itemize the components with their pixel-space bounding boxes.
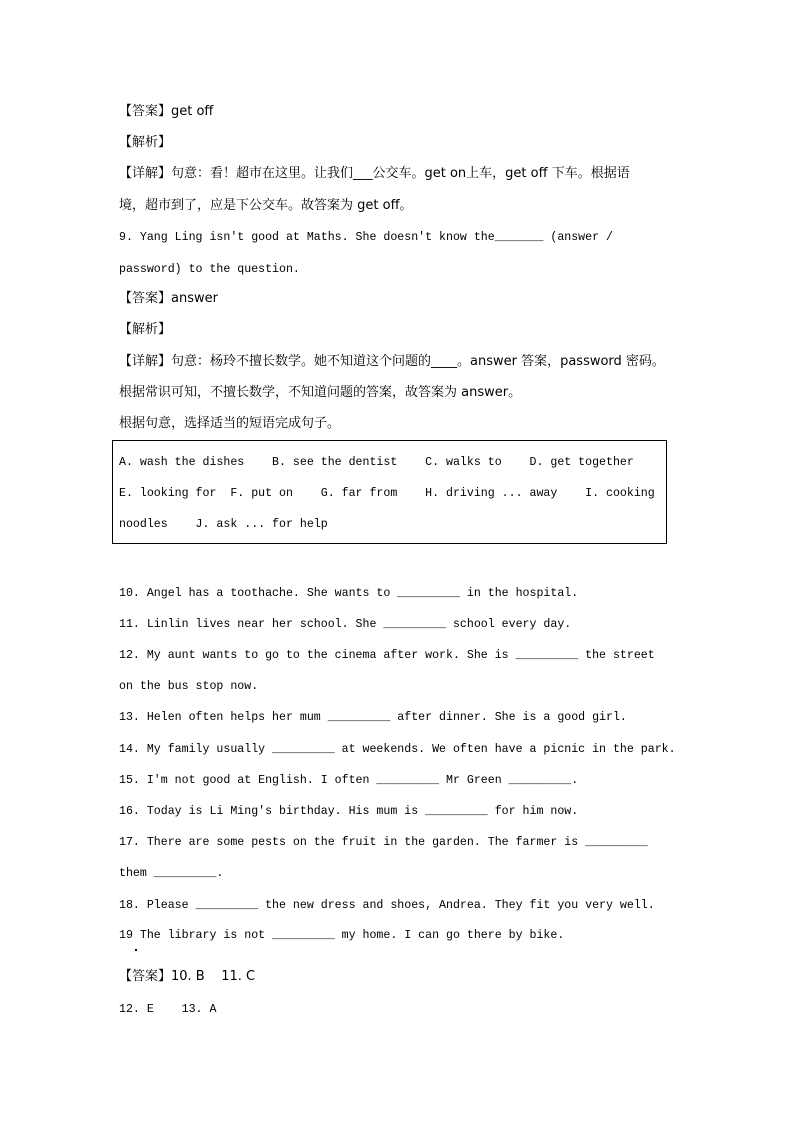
question-18: 18. Please _________ the new dress and shoes, Andrea. They fit you very well.	[119, 899, 655, 912]
detail-line: 根据常识可知，不擅长数学，不知道问题的答案，故答案为 answer。	[119, 385, 522, 400]
detail-line: 境，超市到了，应是下公交车。故答案为 get off。	[119, 198, 413, 213]
question-9-cont: password) to the question.	[119, 263, 300, 276]
question-17-cont: them _________.	[119, 867, 224, 880]
question-17: 17. There are some pests on the fruit in the garden. The farmer is _________	[119, 836, 648, 849]
options-line: noodles J. ask ... for help	[119, 518, 328, 531]
options-line: A. wash the dishes B. see the dentist C. walks to D. get together	[119, 456, 634, 469]
stray-dot	[135, 949, 137, 951]
answer-line: 【答案】10. B 11. C	[119, 969, 256, 984]
analysis-heading: 【解析】	[119, 322, 172, 337]
question-10: 10. Angel has a toothache. She wants to _________ in the hospital.	[119, 587, 579, 600]
question-12: 12. My aunt wants to go to the cinema after work. She is _________ the street	[119, 649, 655, 662]
question-11: 11. Linlin lives near her school. She _________ school every day.	[119, 618, 572, 631]
question-16: 16. Today is Li Ming's birthday. His mum is _________ for him now.	[119, 805, 579, 818]
question-12-cont: on the bus stop now.	[119, 680, 259, 693]
answer-line: 【答案】get off	[119, 104, 214, 119]
answer-line: 12. E 13. A	[119, 1003, 217, 1016]
question-14: 14. My family usually _________ at weekends. We often have a picnic in the park.	[119, 743, 676, 756]
question-15: 15. I'm not good at English. I often _________ Mr Green _________.	[119, 774, 579, 787]
instruction: 根据句意，选择适当的短语完成句子。	[119, 416, 341, 431]
question-9: 9. Yang Ling isn't good at Maths. She doesn't know the_______ (answer /	[119, 231, 613, 244]
detail-line: 【详解】句意：杨玲不擅长数学。她不知道这个问题的____。answer 答案，password 密码。	[119, 354, 665, 369]
analysis-heading: 【解析】	[119, 135, 172, 150]
question-19: 19 The library is not _________ my home. I can go there by bike.	[119, 929, 565, 942]
options-line: E. looking for F. put on G. far from H. driving ... away I. cooking	[119, 487, 655, 500]
answer-line: 【答案】answer	[119, 291, 218, 306]
detail-line: 【详解】句意：看！超市在这里。让我们___公交车。get on上车，get off 下车。根据语	[119, 166, 630, 181]
question-13: 13. Helen often helps her mum _________ after dinner. She is a good girl.	[119, 711, 627, 724]
